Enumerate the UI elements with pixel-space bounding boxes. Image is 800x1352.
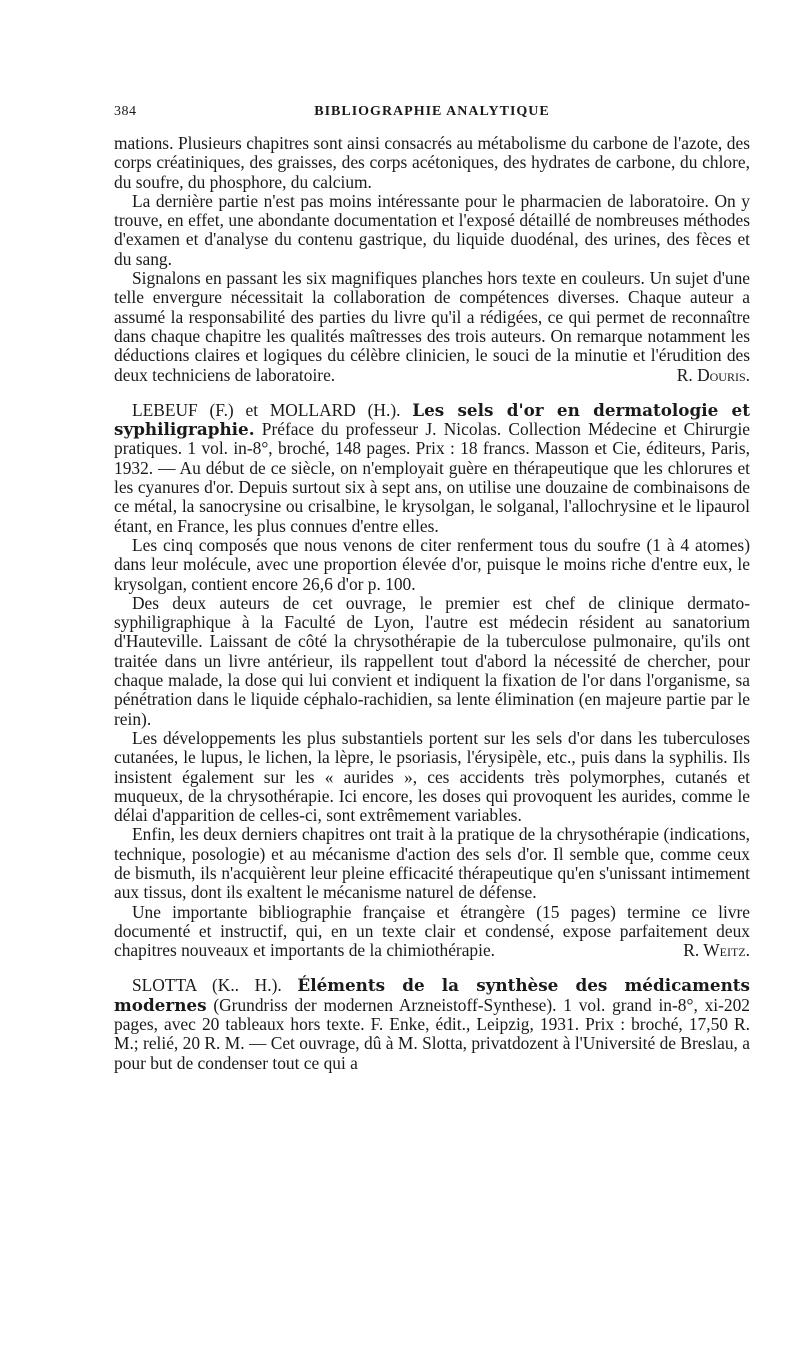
entry-intro: Préface du professeur J. Nicolas. Collection Médecine et Chirurgie pratiques. 1 vol. in-8°, broché, 148 pages. Prix : 18 francs. Masson et Cie, éditeurs, Paris, 1932. — Au début de ce siècle, on n'employait guère en thérapeutique que les chlorures et les cyanures d'or. Depuis surtout six à sept ans, on utilise une douzaine de combinaisons de ce métal, la sanocrysine ou crisalbine, le krysolgan, le solganal, l'allochrysine et le lipaurol étant, en France, les plus connues d'entre elles. [114, 419, 750, 536]
paragraph-text: Une importante bibliographie française et étrangère (15 pages) termine ce livre documenté et instructif, qui, en un texte clair et condensé, expose parfaitement deux chapitres nouveaux et importants de la chimiothérapie. [114, 901, 750, 961]
paragraph: mations. Plusieurs chapitres sont ainsi consacrés au métabolisme du carbone de l'azote, des corps créatiniques, des graisses, des corps acétoniques, des hydrates de carbone, du chlore, du soufre, du phosphore, du calcium. [114, 133, 750, 192]
review-slotta [114, 976, 750, 1072]
entry-heading-paragraph [114, 976, 750, 1072]
paragraph: Les cinq composés que nous venons de citer renferment tous du soufre (1 à 4 atomes) dans leur molécule, avec une proportion élevée d'or, puisque le moins riche d'entre eux, le krysolgan, contient encore 26,6 d'or p. 100. [114, 534, 750, 594]
review-lebeuf-mollard [114, 401, 750, 961]
reviewer-signature: R. Weitz. [683, 940, 750, 961]
entry-title: Les sels d'or en dermatologie et syphiligraphie. [114, 399, 750, 440]
paragraph: Les développements les plus substantiels portent sur les sels d'or dans les tuberculoses cutanées, le lupus, le lichen, la lèpre, le psoriasis, l'érysipèle, etc., puis dans la syphilis. Ils insistent également sur les « aurides », ces accidents très polymorphes, cutanés et muqueux, de la chrysothérapie. Ici encore, les doses qui provoquent les aurides, comme le délai d'apparition de celles-ci, sont extrêmement variables. [114, 727, 750, 826]
entry-authors: LEBEUF (F.) et MOLLARD (H.). [132, 399, 401, 420]
page-number: 384 [114, 104, 137, 119]
entry-body: (Grundriss der modernen Arzneistoff-Synthese). 1 vol. grand in-8°, xi-202 pages, avec 20 tableaux hors texte. F. Enke, édit., Leipzig, 1931. Prix : broché, 17,50 R. M.; relié, 20 R. M. — Cet ouvrage, dû à M. Slotta, privatdozent à l'Université de Breslau, a pour but de condenser tout ce qui a [114, 994, 750, 1073]
paragraph [114, 269, 750, 385]
paragraph: Des deux auteurs de cet ouvrage, le premier est chef de clinique dermato-syphiligraphique à la Faculté de Lyon, l'autre est médecin résident au sanatorium d'Hauteville. Laissant de côté la chrysothérapie de la tuberculose pulmonaire, qu'ils ont traitée dans un livre antérieur, ils rappellent tout d'abord la nécessité de chercher, pour chaque malade, la dose qui lui convient et indiquent la fixation de l'or dans l'organisme, sa pénétration dans le liquide céphalo-rachidien, sa lente élimination (en majeure partie par le rein). [114, 592, 750, 729]
entry-title: Éléments de la synthèse des médicaments modernes [114, 975, 751, 1015]
entry-authors: SLOTTA (K.. H.). [132, 975, 282, 996]
review-douris [114, 134, 750, 385]
paragraph-text: Signalons en passant les six magnifiques planches hors texte en couleurs. Un sujet d'une telle envergure nécessitait la collaboration de compétences diverses. Chaque auteur a assumé la responsabilité des parties du livre qu'il a rédigées, ce qui permet de reconnaître dans chaque chapitre les qualités maîtresses des trois auteurs. On remarque notamment les déductions claires et logiques du célèbre clinicien, le souci de la minutie et l'érudition des deux techniciens de laboratoire. [114, 268, 750, 385]
running-head: BIBLIOGRAPHIE ANALYTIQUE [314, 104, 550, 119]
paragraph: Enfin, les deux derniers chapitres ont trait à la pratique de la chrysothérapie (indications, technique, posologie) et au mécanisme d'action des sels d'or. Il semble que, comme ceux de bismuth, ils n'acquièrent leur pleine efficacité thérapeutique qu'en s'unissant intimement aux tissus, dont ils exaltent le mécanisme naturel de défense. [114, 824, 750, 903]
book-page [114, 104, 750, 1073]
entry-heading-paragraph [114, 401, 750, 536]
reviewer-signature: R. Douris. [676, 364, 750, 385]
page-header [114, 104, 750, 128]
paragraph [114, 903, 750, 961]
paragraph: La dernière partie n'est pas moins intéressante pour le pharmacien de laboratoire. On y trouve, en effet, une abondante documentation et l'exposé détaillé de nombreuses méthodes d'examen et d'analyse du contenu gastrique, du liquide duodénal, des urines, des fèces et du sang. [114, 190, 750, 269]
